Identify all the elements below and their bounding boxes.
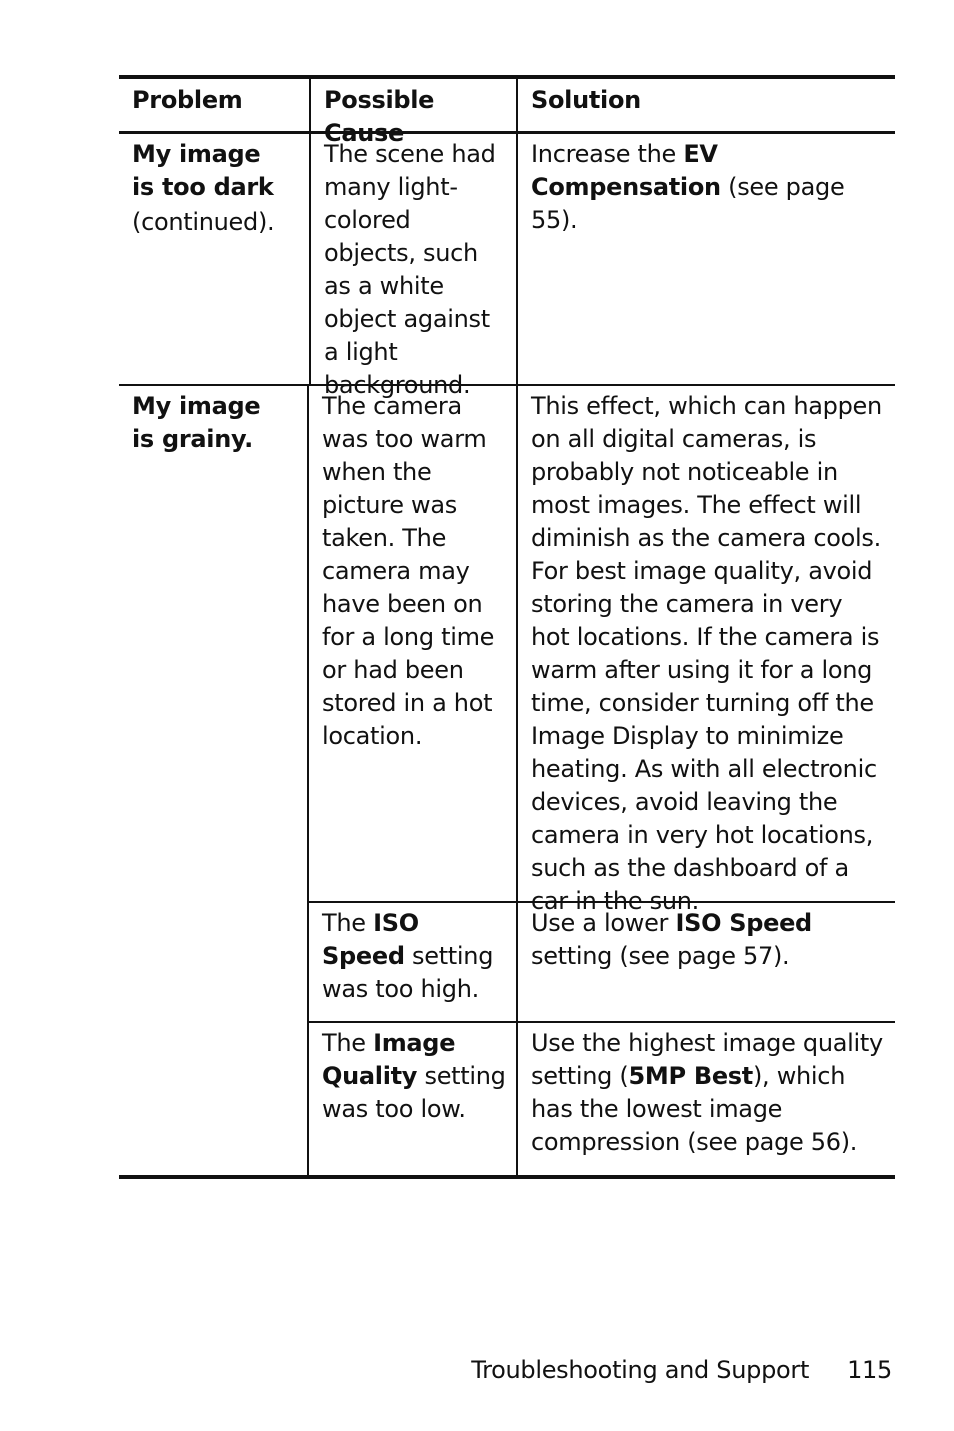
solution-ev-compensation [516,134,895,384]
page-number: 115 [847,1356,892,1384]
solution-quality-post: ), which has the lowest image compression (see page 56). [531,1062,858,1156]
problem-cell-grainy [119,386,307,1175]
ev-compensation-term: EV Compensation [531,140,721,201]
table-group-grainy [119,384,895,1175]
solution-iso-pre: Use a lower [531,909,676,937]
cause-camera-warm: The camera was too warm when the picture was taken. The camera may have been on for a long time or had been stored in a hot location. [322,392,495,750]
table-row-image-quality [309,1021,895,1175]
problem-continued: (continued). [132,208,275,236]
header-possible-cause: Possible Cause [309,79,516,131]
table-row-too-dark [119,134,895,399]
table-row-camera-warm [309,386,895,915]
problem-too-dark: My image is too dark [132,140,274,201]
solution-ev-pre: Increase the [531,140,684,168]
solution-iso-post: setting (see page 57). [531,942,790,970]
iso-speed-term: ISO Speed [322,909,419,970]
solution-image-quality [516,1023,895,1175]
page-footer [471,1356,892,1384]
solution-quality-pre: Use the highest image quality setting ( [531,1029,883,1090]
solution-iso-speed [516,903,895,1021]
image-quality-term: Image Quality [322,1029,456,1090]
cause-quality-post: setting was too low. [322,1062,506,1123]
problem-grainy: My image is grainy. [132,392,261,453]
solution-ev-post: (see page 55). [531,173,845,234]
cause-iso-speed [309,903,516,1021]
problem-cell-too-dark [119,134,309,384]
table-header-row [119,79,895,147]
cause-iso-post: setting was too high. [322,942,494,1003]
header-solution: Solution [516,79,895,131]
cause-iso-pre: The [322,909,374,937]
cause-quality-pre: The [322,1029,374,1057]
footer-section-title: Troubleshooting and Support [471,1356,810,1384]
table-row-iso-speed [309,901,895,1021]
troubleshooting-table [119,75,895,1179]
iso-speed-term-solution: ISO Speed [675,909,812,937]
cause-light-objects: The scene had many light-colored objects, such as a white object against a light background. [309,134,516,384]
cause-image-quality [309,1023,516,1175]
5mp-best-term: 5MP Best [628,1062,753,1090]
solution-camera-warm: This effect, which can happen on all digital cameras, is probably not noticeable in most images. The effect will diminish as the camera cools. For best image quality, avoid storing the camera in very hot locations. If the camera is warm after using it for a long time, consider turning off the Image Display to minimize heating. As with all electronic devices, avoid leaving the camera in very hot locations, such as the dashboard of a car in the sun. [516,386,895,901]
grainy-causes [307,386,895,1175]
header-problem: Problem [132,86,243,114]
